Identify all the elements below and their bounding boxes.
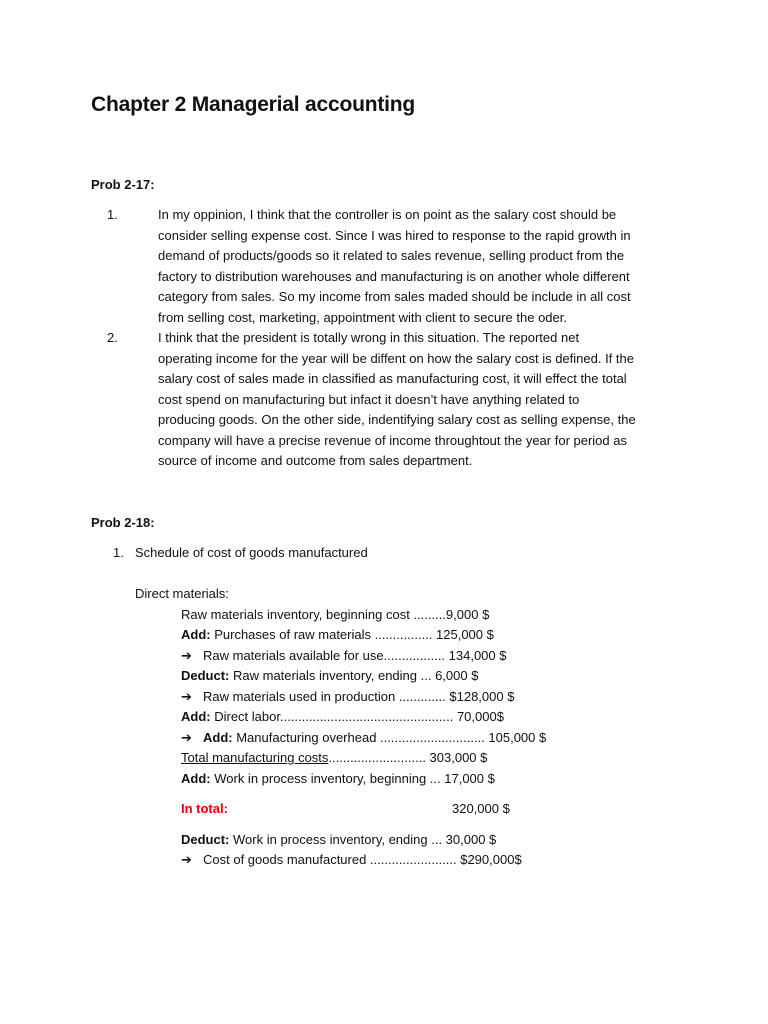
direct-labor-text: Direct labor................................................ 70,000$	[210, 709, 504, 724]
used-in-production-row	[181, 689, 514, 705]
paragraph-line: I think that the president is totally wrong in this situation. The reported net	[158, 330, 580, 345]
manufacturing-overhead-row	[181, 730, 546, 746]
available-for-use-row	[181, 648, 506, 664]
add-label: Add:	[181, 771, 211, 786]
add-label: Add:	[181, 627, 211, 642]
total-manufacturing-label: Total manufacturing costs	[181, 750, 329, 765]
paragraph-line: demand of products/goods so it related to sales revenue, selling product from the	[158, 248, 625, 263]
paragraph-line: company will have a precise revenue of income throughtout the year for period as	[158, 432, 627, 448]
paragraph-line: from selling cost, marketing, appointment with client to secure the oder.	[158, 309, 567, 325]
prob-2-18-heading: Prob 2-18:	[91, 515, 155, 530]
deduct-label: Deduct:	[181, 668, 230, 683]
available-text: Raw materials available for use................. 134,000 $	[203, 648, 507, 663]
used-text: Raw materials used in production ............. $128,000 $	[203, 689, 515, 704]
prob-2-17-item-2-paragraph	[158, 328, 678, 472]
prob-2-17-heading: Prob 2-17:	[91, 177, 155, 192]
prob-2-17-item-1-paragraph	[158, 205, 678, 328]
direct-materials-label: Direct materials:	[135, 586, 229, 601]
purchases-row	[181, 627, 494, 643]
right-arrow-icon: ➔	[181, 689, 192, 704]
wip-ending-row	[181, 832, 496, 848]
wip-ending-text: Work in process inventory, ending ... 30,000 $	[229, 832, 497, 847]
paragraph-line: cost spend on manufacturing but infact it doesn’t have anything related to	[158, 391, 580, 407]
deduct-label: Deduct:	[181, 832, 230, 847]
paragraph-line: source of income and outcome from sales department.	[158, 453, 473, 468]
schedule-heading: Schedule of cost of goods manufactured	[135, 545, 368, 560]
add-label: Add:	[203, 730, 233, 745]
paragraph-line: category from sales. So my income from sales maded should be include in all cost	[158, 289, 631, 304]
in-total-label: In total:	[181, 801, 228, 816]
overhead-text: Manufacturing overhead ............................. 105,000 $	[232, 730, 547, 745]
wip-beginning-text: Work in process inventory, beginning ... 17,000 $	[210, 771, 495, 786]
add-label: Add:	[181, 709, 211, 724]
purchases-text: Purchases of raw materials ................ 125,000 $	[210, 627, 494, 642]
paragraph-line: factory to distribution warehouses and manufacturing is on another whole different	[158, 268, 630, 284]
prob-2-18-item-1-number: 1.	[113, 545, 124, 560]
total-manufacturing-costs-row	[181, 750, 487, 766]
paragraph-line: consider selling expense cost. Since I was hired to response to the rapid growth in	[158, 227, 631, 243]
raw-materials-beginning-row: Raw materials inventory, beginning cost .........9,000 $	[181, 607, 490, 622]
prob-2-17-item-2-number: 2.	[107, 330, 118, 345]
cost-of-goods-manufactured-row	[181, 852, 522, 868]
right-arrow-icon: ➔	[181, 852, 192, 867]
total-manufacturing-text: ........................... 303,000 $	[328, 750, 488, 765]
page-title: Chapter 2 Managerial accounting	[91, 93, 416, 116]
in-total-value: 320,000 $	[452, 801, 510, 816]
prob-2-17-item-1-number: 1.	[107, 207, 118, 222]
direct-labor-row	[181, 709, 504, 725]
paragraph-line: In my oppinion, I think that the controller is on point as the salary cost should be	[158, 207, 617, 222]
paragraph-line: operating income for the year will be diffent on how the salary cost is defined. If the	[158, 350, 634, 366]
deduct-raw-ending-row	[181, 668, 478, 684]
cogm-text: Cost of goods manufactured ........................ $290,000$	[203, 852, 522, 867]
paragraph-line: salary cost of sales made in classified as manufacturing cost, it will effect the total	[158, 371, 627, 386]
paragraph-line: producing goods. On the other side, indentifying salary cost as selling expense, the	[158, 412, 636, 427]
right-arrow-icon: ➔	[181, 730, 192, 745]
wip-beginning-row	[181, 771, 495, 787]
right-arrow-icon: ➔	[181, 648, 192, 663]
deduct-ending-text: Raw materials inventory, ending ... 6,000 $	[229, 668, 479, 683]
